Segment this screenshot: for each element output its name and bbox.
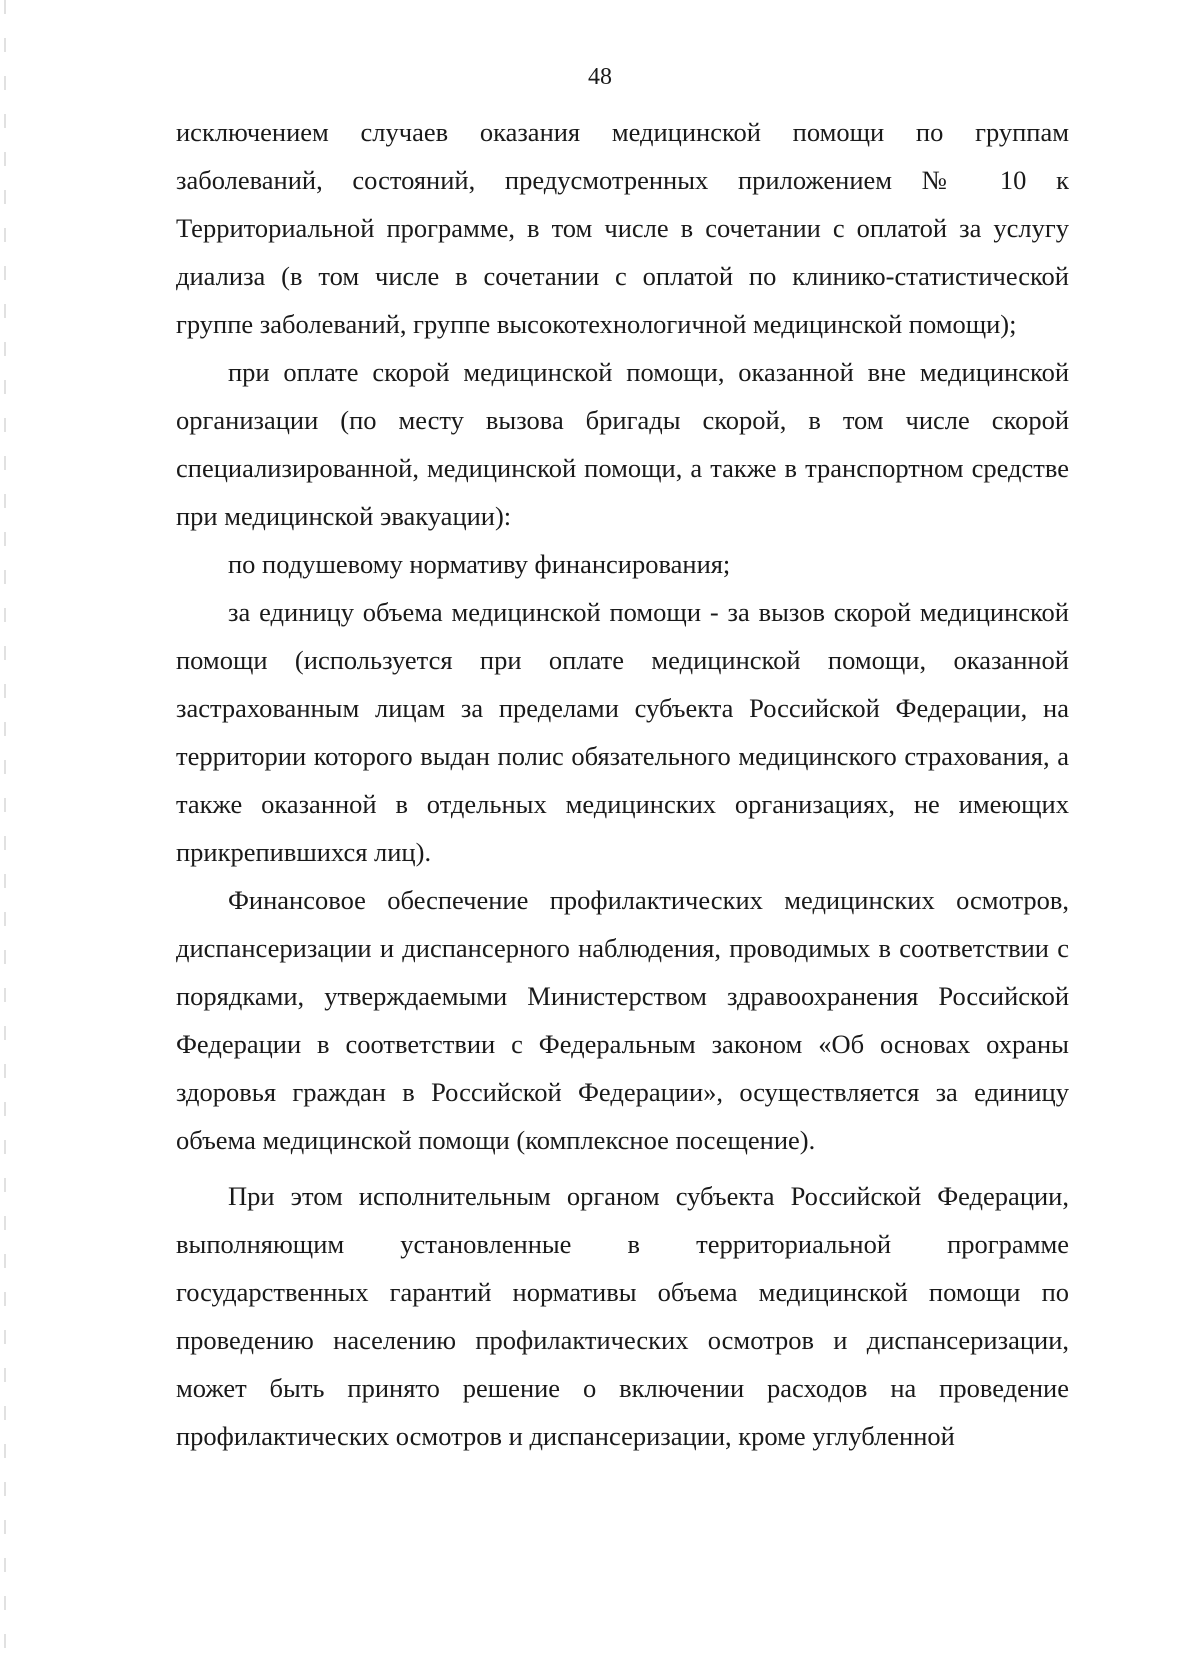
scan-edge-artifact	[4, 0, 6, 1661]
paragraph-per-capita: по подушевому нормативу финансирования;	[228, 549, 731, 579]
paragraph-preventive-financing: Финансовое обеспечение профилактических медицинских осмотров, диспансеризации и диспансерного наблюдения, проводимых в соответствии с порядками, утверждаемыми Министерством здравоохранения Российской Федерации в соответствии с Федеральным законом «Об основах охраны здоровья граждан в Российской Федерации», осуществляется за единицу объема медицинской помощи (комплексное посещение).	[176, 885, 1069, 1155]
body-text	[176, 108, 1069, 1460]
paragraph-executive-decision: При этом исполнительным органом субъекта Российской Федерации, выполняющим установленные в территориальной программе государственных гарантий нормативы объема медицинской помощи по проведению населению профилактических осмотров и диспансеризации, может быть принято решение о включении расходов на проведение профилактических осмотров и диспансеризации, кроме углубленной	[176, 1181, 1069, 1451]
paragraph-continuation: исключением случаев оказания медицинской помощи по группам заболеваний, состояний, предусмотренных приложением № 10 к Территориальной программе, в том числе в сочетании с оплатой за услугу диализа (в том числе в сочетании с оплатой по клинико-статистической группе заболеваний, группе высокотехнологичной медицинской помощи);	[176, 117, 1069, 339]
page-number: 48	[588, 64, 612, 90]
paragraph-per-unit: за единицу объема медицинской помощи - за вызов скорой медицинской помощи (используется при оплате медицинской помощи, оказанной застрахованным лицам за пределами субъекта Российской Федерации, на территории которого выдан полис обязательного медицинского страхования, а также оказанной в отдельных медицинских организациях, не имеющих прикрепившихся лиц).	[176, 597, 1069, 867]
paragraph-emergency-payment: при оплате скорой медицинской помощи, оказанной вне медицинской организации (по месту вызова бригады скорой, в том числе скорой специализированной, медицинской помощи, а также в транспортном средстве при медицинской эвакуации):	[176, 357, 1069, 531]
